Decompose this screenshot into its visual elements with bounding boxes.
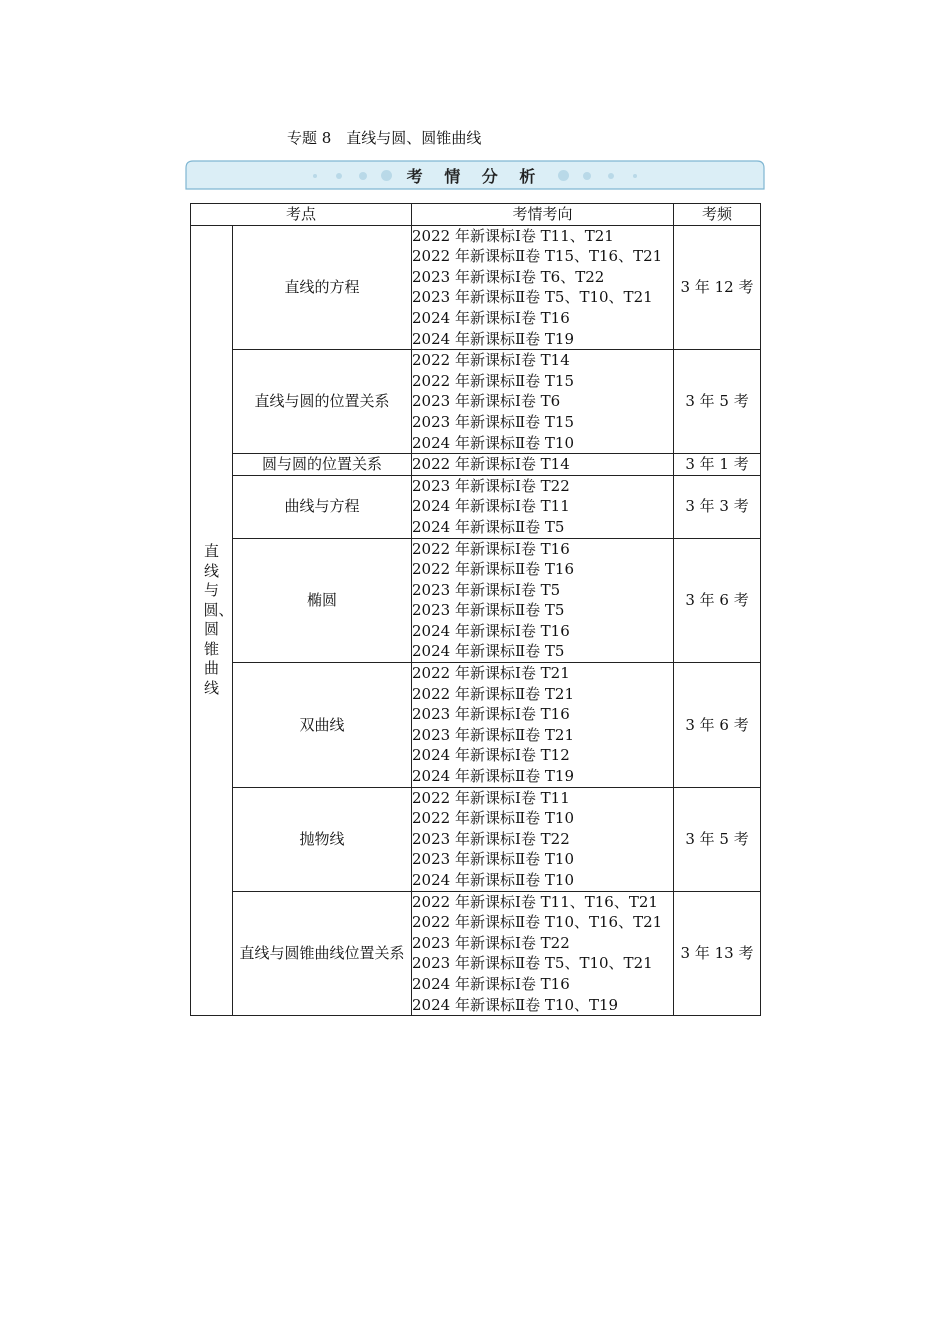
table-row <box>191 663 761 788</box>
trend-item: 2024 年新课标Ⅱ卷 T10、T19 <box>412 995 619 1014</box>
banner-dot <box>608 173 614 179</box>
table-row <box>191 891 761 1016</box>
trend-item: 2023 年新课标Ⅱ卷 T5 <box>412 601 565 620</box>
exam-analysis-table <box>190 203 761 1016</box>
exam-point: 直线与圆锥曲线位置关系 <box>233 891 412 1016</box>
table-row <box>191 454 761 476</box>
trend-item: 2022 年新课标Ⅰ卷 T16 <box>412 539 570 558</box>
header-trend: 考情考向 <box>412 204 674 226</box>
trend-item: 2024 年新课标Ⅰ卷 T16 <box>412 308 570 327</box>
exam-point: 直线的方程 <box>233 225 412 350</box>
exam-point: 双曲线 <box>233 663 412 788</box>
trend-item: 2022 年新课标Ⅰ卷 T11 <box>412 788 570 807</box>
trend-item: 2022 年新课标Ⅰ卷 T14 <box>412 351 570 370</box>
exam-frequency: 3 年 5 考 <box>674 787 761 891</box>
exam-trend <box>412 787 674 891</box>
banner-dot <box>558 170 569 181</box>
trend-item: 2022 年新课标Ⅰ卷 T14 <box>412 455 570 474</box>
trend-item: 2023 年新课标Ⅰ卷 T22 <box>412 829 570 848</box>
banner-title: 考 情 分 析 <box>406 167 544 186</box>
section-banner <box>185 160 765 190</box>
trend-item: 2022 年新课标Ⅱ卷 T10 <box>412 809 575 828</box>
trend-item: 2023 年新课标Ⅰ卷 T16 <box>412 705 570 724</box>
trend-item: 2024 年新课标Ⅱ卷 T19 <box>412 329 575 348</box>
exam-trend <box>412 475 674 538</box>
trend-item: 2024 年新课标Ⅰ卷 T16 <box>412 621 570 640</box>
trend-item: 2022 年新课标Ⅰ卷 T21 <box>412 664 570 683</box>
exam-point: 曲线与方程 <box>233 475 412 538</box>
trend-item: 2024 年新课标Ⅱ卷 T5 <box>412 517 565 536</box>
exam-frequency: 3 年 12 考 <box>674 225 761 350</box>
exam-trend <box>412 454 674 476</box>
trend-item: 2023 年新课标Ⅱ卷 T10 <box>412 850 575 869</box>
trend-item: 2022 年新课标Ⅱ卷 T10、T16、T21 <box>412 913 663 932</box>
exam-frequency: 3 年 13 考 <box>674 891 761 1016</box>
exam-frequency: 3 年 5 考 <box>674 350 761 454</box>
banner-dot <box>633 174 637 178</box>
table-row <box>191 225 761 350</box>
table-row <box>191 538 761 663</box>
trend-item: 2024 年新课标Ⅱ卷 T19 <box>412 767 575 786</box>
exam-trend <box>412 891 674 1016</box>
trend-item: 2023 年新课标Ⅱ卷 T15 <box>412 412 575 431</box>
exam-trend <box>412 350 674 454</box>
trend-item: 2023 年新课标Ⅰ卷 T5 <box>412 580 561 599</box>
trend-item: 2023 年新课标Ⅰ卷 T22 <box>412 933 570 952</box>
exam-trend <box>412 225 674 350</box>
exam-frequency: 3 年 6 考 <box>674 663 761 788</box>
trend-item: 2024 年新课标Ⅰ卷 T12 <box>412 746 570 765</box>
trend-item: 2024 年新课标Ⅱ卷 T10 <box>412 433 575 452</box>
trend-item: 2022 年新课标Ⅱ卷 T21 <box>412 684 575 703</box>
topic-area-label: 直线与圆、圆锥曲线 <box>203 542 234 697</box>
exam-frequency: 3 年 6 考 <box>674 538 761 663</box>
topic-area <box>191 225 233 1016</box>
exam-trend <box>412 663 674 788</box>
table-row <box>191 787 761 891</box>
exam-trend <box>412 538 674 663</box>
trend-item: 2022 年新课标Ⅱ卷 T16 <box>412 560 575 579</box>
trend-item: 2022 年新课标Ⅰ卷 T11、T16、T21 <box>412 892 658 911</box>
trend-item: 2024 年新课标Ⅰ卷 T11 <box>412 497 570 516</box>
exam-frequency: 3 年 1 考 <box>674 454 761 476</box>
banner-dot <box>583 172 591 180</box>
trend-item: 2024 年新课标Ⅱ卷 T10 <box>412 871 575 889</box>
header-freq: 考频 <box>674 204 761 226</box>
page-title: 专题 8 直线与圆、圆锥曲线 <box>287 129 482 147</box>
trend-item: 2022 年新课标Ⅰ卷 T11、T21 <box>412 226 614 245</box>
exam-point: 直线与圆的位置关系 <box>233 350 412 454</box>
table-row <box>191 350 761 454</box>
table-row <box>191 475 761 538</box>
table-header-row <box>191 204 761 226</box>
trend-item: 2024 年新课标Ⅱ卷 T5 <box>412 642 565 661</box>
trend-item: 2023 年新课标Ⅰ卷 T6 <box>412 392 561 411</box>
trend-item: 2022 年新课标Ⅱ卷 T15、T16、T21 <box>412 247 663 266</box>
trend-item: 2024 年新课标Ⅰ卷 T16 <box>412 974 570 993</box>
trend-item: 2023 年新课标Ⅱ卷 T5、T10、T21 <box>412 954 653 973</box>
exam-frequency: 3 年 3 考 <box>674 475 761 538</box>
exam-point: 椭圆 <box>233 538 412 663</box>
trend-item: 2023 年新课标Ⅱ卷 T21 <box>412 725 575 744</box>
trend-item: 2022 年新课标Ⅱ卷 T15 <box>412 371 575 390</box>
exam-point: 抛物线 <box>233 787 412 891</box>
header-point: 考点 <box>191 204 412 226</box>
trend-item: 2023 年新课标Ⅱ卷 T5、T10、T21 <box>412 288 653 307</box>
trend-item: 2023 年新课标Ⅰ卷 T6、T22 <box>412 267 605 286</box>
exam-point: 圆与圆的位置关系 <box>233 454 412 476</box>
trend-item: 2023 年新课标Ⅰ卷 T22 <box>412 476 570 495</box>
